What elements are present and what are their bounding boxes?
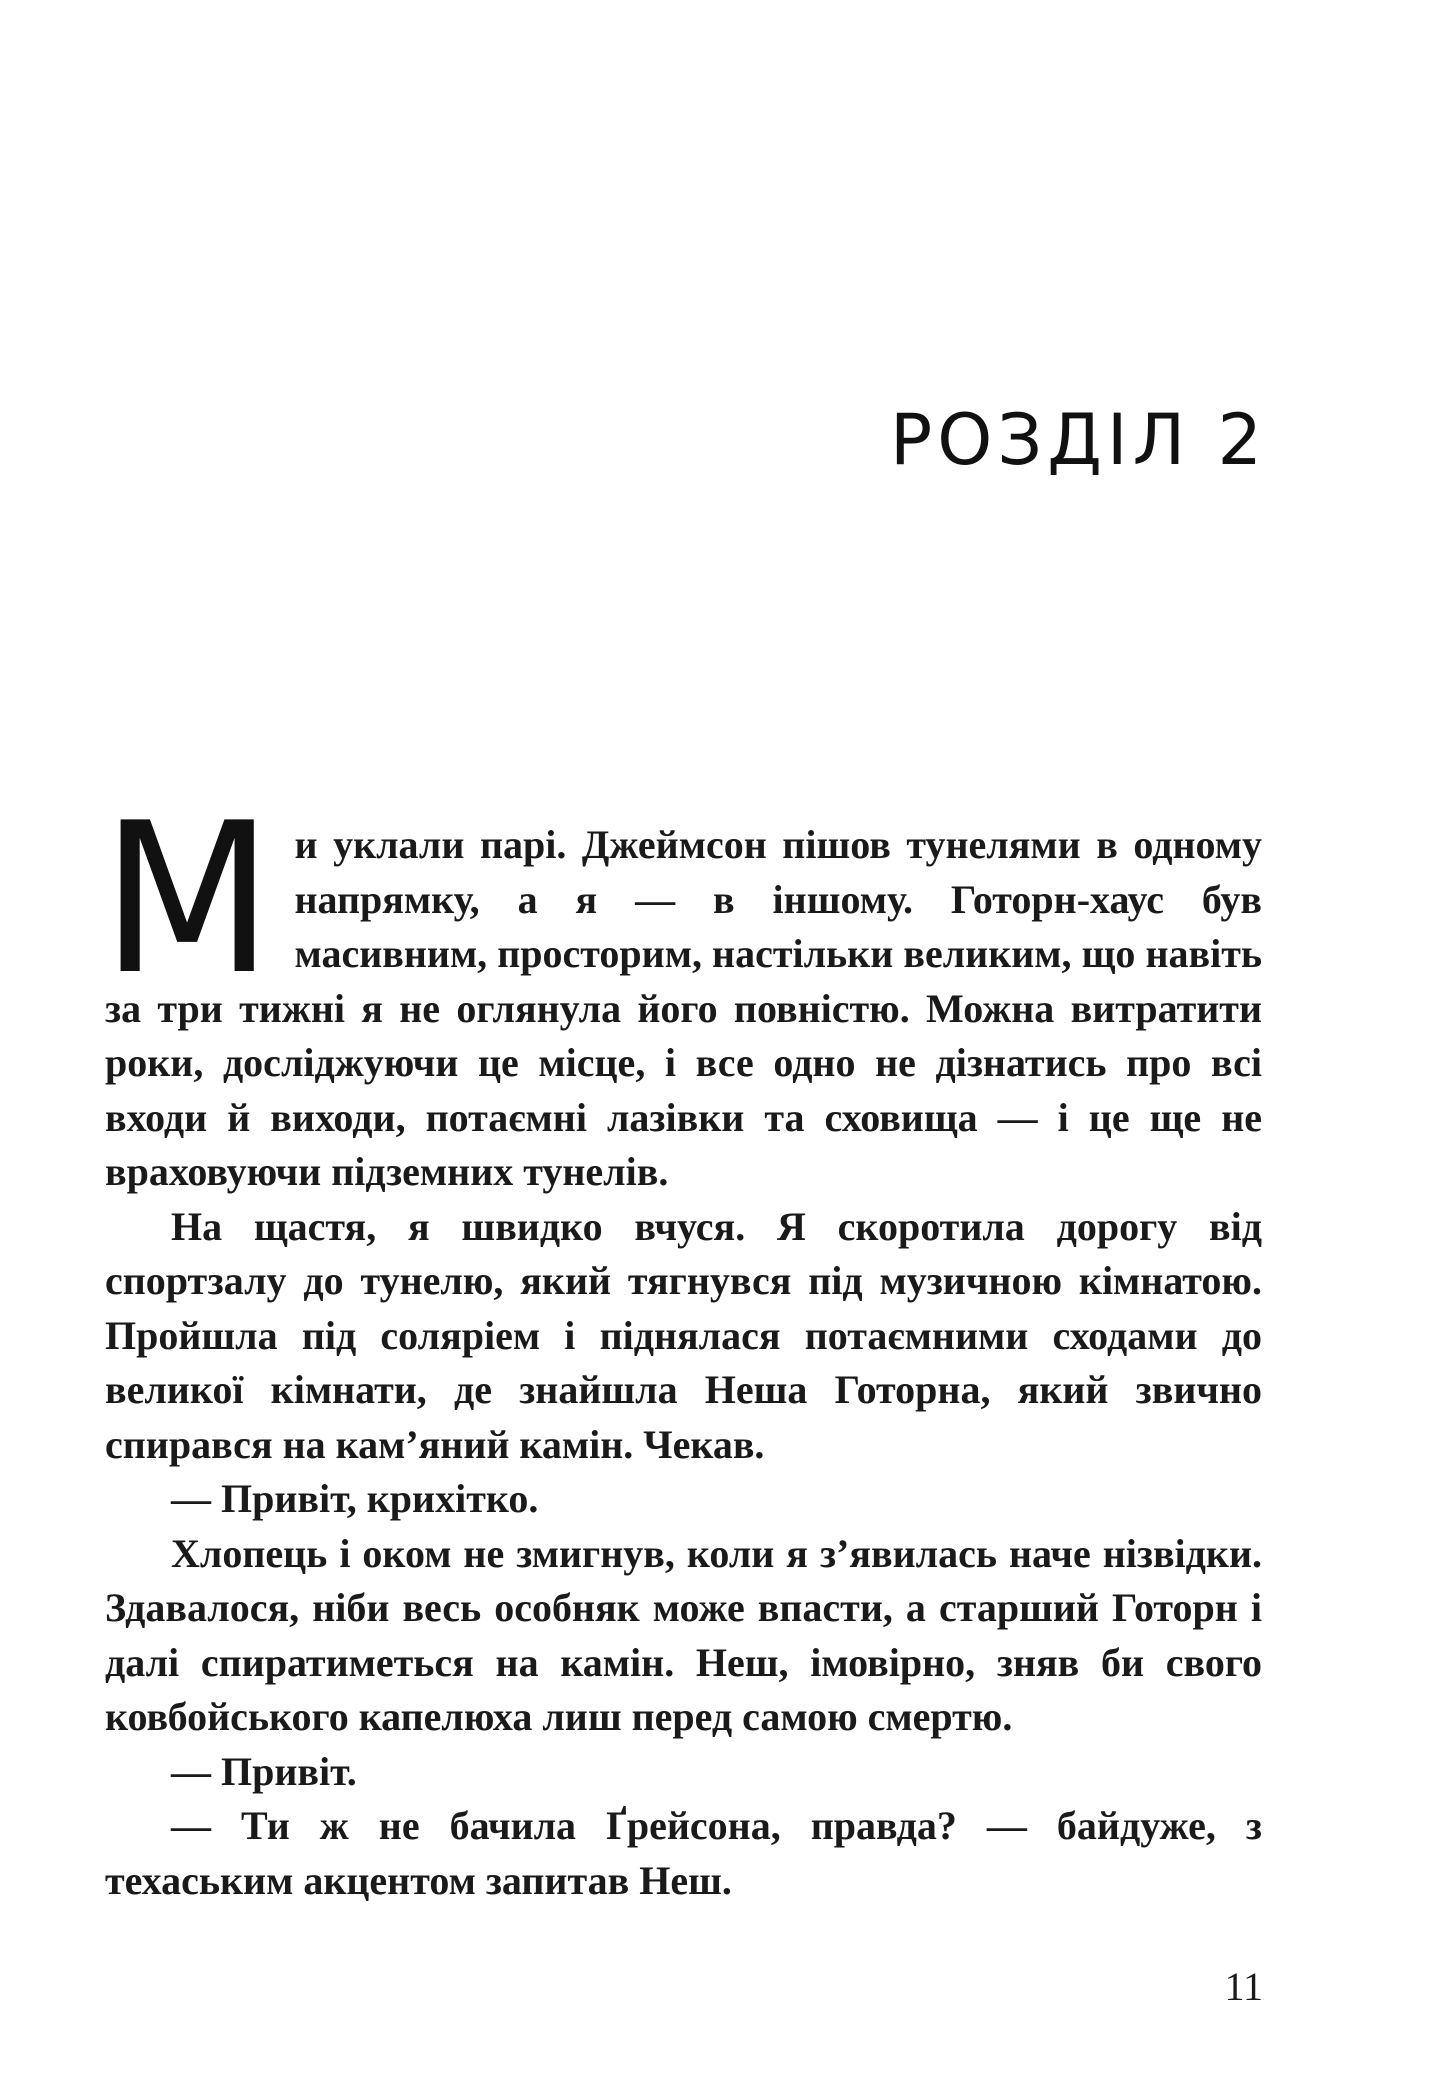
paragraph-3: Хлопець і оком не змигнув, коли я з’явилась наче нізвідки. Здавалося, ніби весь особняк може впасти, а старший Готорн і далі спиратиметься на камін. Неш, імовірно, зняв би свого ковбойського капелюха лиш перед самою смертю. [105,1530,1262,1739]
paragraph-1 [101,779,1262,1200]
paragraph-1-text: и уклали парі. Джеймсон пішов тунелями в одному напрямку, а я — в іншому. Готорн-хаус був масивним, просторим, настільки великим, що навіть за три тижні я не оглянула його повністю. Можна витратити роки, досліджуючи це місце, і все одно не дізнатись про всі входи й виходи, потаємні лазівки та сховища — і це ще не враховуючи підземних тунелів. [105,822,1262,1194]
drop-cap: М [101,779,274,1021]
dialogue-line-2: — Привіт. [171,1748,357,1794]
dialogue-line-1: — Привіт, крихітко. [171,1476,539,1521]
chapter-title: РОЗДІЛ 2 [890,399,1267,481]
paragraph-2: На щастя, я швидко вчуся. Я скоротила дорогу від спортзалу до тунелю, який тягнувся під музичною кімнатою. Пройшла під соляріем і піднялася потаємними сходами до великої кімнати, де знайшла Неша Готорна, який звично спирався на кам’яний камін. Чекав. [105,1203,1262,1467]
page-number: 11 [1224,1964,1263,2009]
text-body [101,779,1262,1908]
dialogue-line-3: — Ти ж не бачила Ґрейсона, правда? — байдуже, з техаським акцентом запитав Неш. [105,1803,1262,1903]
